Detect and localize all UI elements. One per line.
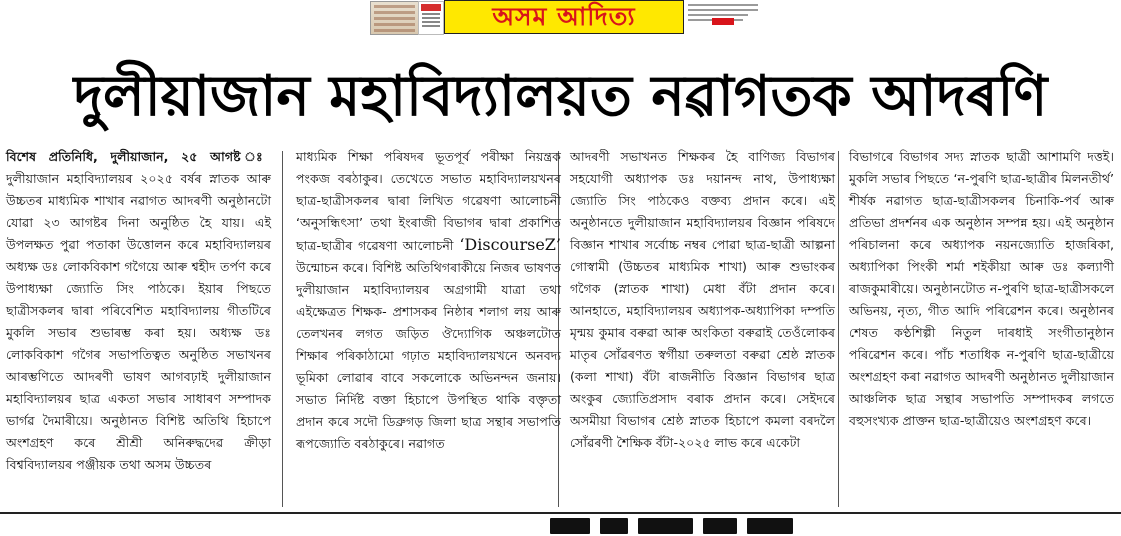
masthead	[370, 0, 785, 34]
article-text: মাধ্যমিক শিক্ষা পৰিষদৰ ভূতপূৰ্ব পৰীক্ষা নিয়ন্ত্ৰক পংকজ বৰঠাকুৰ। তেখেতে সভাত মহাবিদ্যালয়খনৰ ছাত্ৰ-ছাত্ৰীসকলৰ দ্বাৰা লিখিত গৱেষণা আলোচনী ‘অনুসন্ধিৎসা’ তথা ইংৰাজী বিভাগৰ দ্বাৰা প্ৰকাশিত ছাত্ৰ-ছাত্ৰীৰ গৱেষণা আলোচনী	[296, 149, 561, 253]
next-headline-cutoff	[550, 515, 810, 536]
article-column-1	[6, 146, 271, 476]
column-divider	[838, 151, 839, 507]
newspaper-thumbnail	[370, 1, 419, 35]
bottom-rule	[0, 512, 1121, 514]
column-divider	[282, 151, 283, 507]
article-text: বিভাগৰে বিভাগৰ সদ্য স্নাতক ছাত্ৰী আশামণি দত্তই। মুকলি সভাৰ পিছতে ‘ন-পুৰণি ছাত্ৰ-ছাত্ৰীৰ মিলনতীৰ্থ’ শীৰ্ষক নৱাগত ছাত্ৰ-ছাত্ৰীসকলৰ চিনাকি-পৰ্ব আৰু প্ৰতিভা প্ৰদৰ্শনৰ এক অনুষ্ঠান সম্পন্ন হয়। এই অনুষ্ঠান পৰিচালনা কৰে অধ্যাপক নয়নজ্যোতি হাজৰিকা, অধ্যাপিকা পিংকী শৰ্মা শইকীয়া আৰু ডঃ কল্যাণী ৰাজকুমাৰীয়ে। অনুষ্ঠানটোত ন-পুৰণি ছাত্ৰ-ছাত্ৰীসকলে অভিনয়, নৃত্য, গীত আদি পৰিৱেশন কৰে। অনুষ্ঠানৰ শেষত কণ্ঠশিল্পী নিতুল দাৰধাই সংগীতানুষ্ঠান পৰিৱেশন কৰে। পাঁচ শতাধিক ন-পুৰণি ছাত্ৰ-ছাত্ৰীয়ে অংশগ্ৰহণ কৰা নৱাগত আদৰণী অনুষ্ঠানত দুলীয়াজান আঞ্চলিক ছাত্ৰ সন্থাৰ সভাপতি সম্পাদকৰ লগতে বহুসংখ্যক প্ৰাক্তন ছাত্ৰ-ছাত্ৰীয়েও অংশগ্ৰহণ কৰে।	[849, 149, 1114, 428]
masthead-title: অসম আদিত্য	[444, 0, 684, 34]
article-column-4	[849, 146, 1114, 432]
headline: দুলীয়াজান মহাবিদ্যালয়ত নৱাগতক আদৰণি	[73, 64, 1048, 129]
article-text: উন্মোচন কৰে। বিশিষ্ট অতিথিগৰাকীয়ে নিজৰ ভাষণত দুলীয়াজান মহাবিদ্যালয়ৰ অগ্ৰগামী যাত্ৰা তথা এইক্ষেত্ৰত শিক্ষক- প্ৰশাসকৰ নিষ্ঠাৰ শলাগ লয় আৰু তেলখনৰ লগত জড়িত ঔদ্যোগিক অঞ্চলটোত শিক্ষাৰ পৰিকাঠামো গঢ়াত মহাবিদ্যালয়খনে অনবদ্য ভূমিকা লোৱাৰ বাবে সকলোকে অভিনন্দন জনায়। সভাত নিৰ্দিষ্ট বক্তা হিচাপে উপস্থিত থাকি বক্তৃতা প্ৰদান কৰে সদৌ ডিব্ৰুগড় জিলা ছাত্ৰ সন্থাৰ সভাপতি ৰূপজ্যোতি বৰঠাকুৰে। নৱাগত	[296, 260, 561, 451]
mini-logo	[418, 1, 444, 35]
article-column-3	[570, 146, 835, 454]
article-text: দুলীয়াজান মহাবিদ্যালয়ৰ ২০২৫ বৰ্ষৰ স্নাতক আৰু উচ্চতৰ মাধ্যমিক শাখাৰ নৱাগত আদৰণী অনুষ্ঠানটো যোৱা ২৩ আগষ্টৰ দিনা অনুষ্ঠিত হৈ যায়। এই উপলক্ষত পুৱা পতাকা উত্তোলন কৰে মহাবিদ্যালয়ৰ অধ্যক্ষ ডঃ লোকবিকাশ গগৈয়ে আৰু শ্বহীদ তৰ্পণ কৰে উপাধ্যক্ষা জ্যোতি সিং পাঠকে। ইয়াৰ পিছতে ছাত্ৰীসকলৰ দ্বাৰা পৰিবেশিত মহাবিদ্যালয় গীতটিৰে মুকলি সভাৰ শুভাৰম্ভ কৰা হয়। অধ্যক্ষ ডঃ লোকবিকাশ গগৈৰ সভাপতিত্বত অনুষ্ঠিত সভাখনৰ আৰম্ভণিতে আদৰণী ভাষণ আগবঢ়াই দুলীয়াজান মহাবিদ্যালয়ৰ ছাত্ৰ একতা সভাৰ সাধাৰণ সম্পাদক ভাৰ্গৱ দৈমাৰীয়ে। অনুষ্ঠানত বিশিষ্ট অতিথি হিচাপে অংশগ্ৰহণ কৰে শ্ৰীশ্ৰী অনিৰুদ্ধদেৱ ক্ৰীড়া বিশ্ববিদ্যালয়ৰ পঞ্জীয়ক তথা অসম উচ্চতৰ	[6, 171, 271, 472]
masthead-info	[688, 1, 784, 33]
dateline: বিশেষ প্ৰতিনিধি, দুলীয়াজান, ২৫ আগষ্ট ঃ	[6, 149, 271, 164]
masthead-badge	[712, 18, 734, 25]
journal-name: ‘DiscourseZ’	[459, 235, 561, 254]
article-text: আদৰণী সভাখনত শিক্ষকৰ হৈ বাণিজ্য বিভাগৰ সহযোগী অধ্যাপক ডঃ দয়ানন্দ নাথ, উপাধ্যক্ষা জ্যোতি সিং পাঠকেও বক্তব্য প্ৰদান কৰে। এই অনুষ্ঠানতে দুলীয়াজান মহাবিদ্যালয়ৰ বিজ্ঞান পৰিষদে বিজ্ঞান শাখাৰ সৰ্বোচ্চ নম্বৰ পোৱা ছাত্ৰ-ছাত্ৰী আল্পনা গোস্বামী (উচ্চতৰ মাধ্যমিক শাখা) আৰু শুভাংকৰ গগৈক (স্নাতক শাখা) মেধা বঁটা প্ৰদান কৰে। আনহাতে, মহাবিদ্যালয়ৰ অধ্যাপক-অধ্যাপিকা দম্পতি মৃন্ময় কুমাৰ বৰুৱা আৰু অংকিতা বৰুৱাই তেওঁলোকৰ মাতৃৰ সোঁৱৰণত স্বৰ্গীয়া তৰুলতা বৰুৱা শ্ৰেষ্ঠ স্নাতক (কলা শাখা) বঁটা ৰাজনীতি বিজ্ঞান বিভাগৰ ছাত্ৰ অংকুৰ জ্যোতিপ্ৰসাদ বৰাক প্ৰদান কৰে। সেইদৰে অসমীয়া বিভাগৰ শ্ৰেষ্ঠ স্নাতক হিচাপে কমলা বৰদলৈ সোঁৱৰণী শৈক্ষিক বঁটা-২০২৫ লাভ কৰে একেটা	[570, 149, 835, 450]
article-column-2	[296, 146, 561, 455]
